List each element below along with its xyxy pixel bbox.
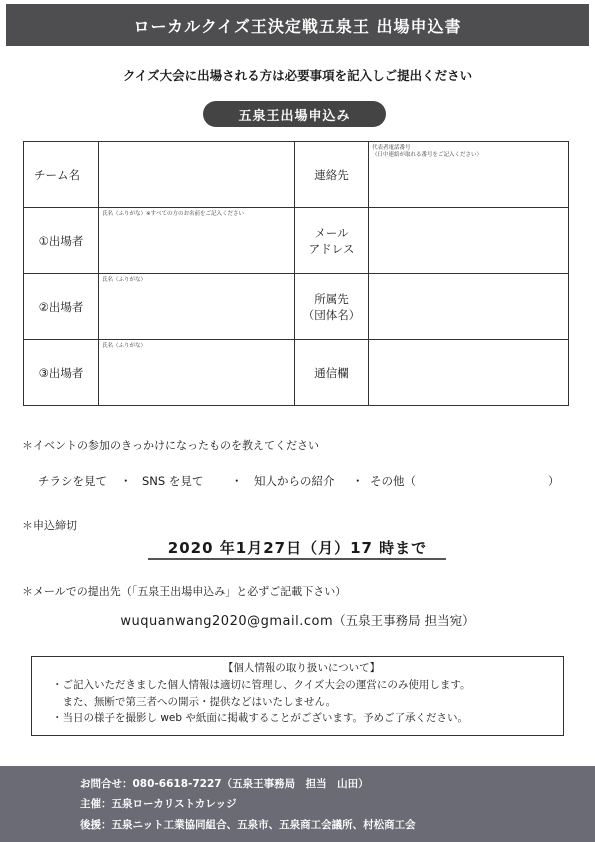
- privacy-line: ・ご記入いただきました個人情報は適切に管理し、クイズ大会の運営にのみ使用します。: [52, 678, 471, 691]
- table-row: [24, 208, 569, 274]
- choice-sns[interactable]: SNS を見て: [142, 474, 204, 488]
- page-title-banner: [6, 4, 589, 46]
- message-field[interactable]: [369, 340, 569, 406]
- email-submission-title: ＊メールでの提出先（「五泉王出場申込み」と必ずご記載下さい）: [22, 585, 347, 598]
- privacy-title: 【個人情報の取り扱いについて】: [222, 662, 381, 674]
- deadline-value: 2020 年1月27日（月）17 時まで: [167, 539, 428, 557]
- participant-3-label: ③出場者: [24, 340, 99, 406]
- trigger-question-title: ＊イベントの参加のきっかけになったものを教えてください: [22, 439, 319, 452]
- participant-1-label: ①出場者: [24, 208, 99, 274]
- team-name-label: チーム名: [24, 142, 99, 208]
- participant-2-label: ②出場者: [24, 274, 99, 340]
- submission-email-link[interactable]: wuquanwang2020@gmail.com: [120, 614, 334, 629]
- participant-2-field[interactable]: [99, 274, 295, 340]
- privacy-line: ・当日の様子を撮影し web や紙面に掲載することがございます。予めご了承ください。: [52, 712, 469, 725]
- instruction-text: クイズ大会に出場される方は必要事項を記入しご提出ください: [122, 68, 473, 83]
- participant-2-note: 氏名（ふりがな）: [102, 277, 147, 283]
- footer-info: [0, 766, 595, 842]
- email-field[interactable]: [369, 208, 569, 274]
- choice-acquaintance[interactable]: 知人からの紹介: [254, 474, 335, 488]
- footer-contact: お問合せ：080-6618-7227（五泉王事務局 担当 山田）: [80, 778, 369, 790]
- choice-separator: ・: [120, 474, 132, 488]
- form-title: 五泉王出場申込み: [238, 108, 351, 124]
- table-row: [24, 340, 569, 406]
- email-submission-line: [0, 611, 595, 629]
- message-label: 通信欄: [295, 340, 369, 406]
- contact-field[interactable]: [369, 142, 569, 208]
- footer-organizer: 主催：五泉ローカリストカレッジ: [80, 798, 237, 811]
- table-row: [24, 274, 569, 340]
- deadline-underline: [148, 558, 446, 560]
- contact-label: 連絡先: [295, 142, 369, 208]
- choice-separator: ・: [231, 474, 243, 488]
- participant-3-note: 氏名（ふりがな）: [102, 343, 147, 349]
- deadline-title: ＊申込締切: [22, 519, 77, 532]
- organization-label: 所属先 （団体名）: [295, 274, 369, 340]
- application-form-table: [23, 141, 569, 406]
- team-name-field[interactable]: [99, 142, 295, 208]
- privacy-notice-box: [31, 656, 564, 736]
- participant-3-field[interactable]: [99, 340, 295, 406]
- page-title: ローカルクイズ王決定戦五泉王 出場申込書: [133, 16, 462, 36]
- participant-1-note: 氏名（ふりがな）※すべての方のお名前をご記入ください: [102, 211, 245, 217]
- table-row: [24, 142, 569, 208]
- privacy-line: また、無断で第三者への開示・提供などはいたしません。: [52, 695, 337, 708]
- choice-flyer[interactable]: チラシを見て: [38, 474, 107, 488]
- footer-sponsors: 後援：五泉ニット工業協同組合、五泉市、五泉商工会議所、村松商工会: [80, 818, 416, 831]
- contact-note: 代表者電話番号 （日中連絡が取れる番号をご記入ください）: [372, 145, 483, 158]
- organization-field[interactable]: [369, 274, 569, 340]
- email-label: メール アドレス: [295, 208, 369, 274]
- choice-separator: ・: [352, 474, 364, 488]
- form-title-pill: [203, 101, 386, 127]
- email-recipient-note: （五泉王事務局 担当宛）: [333, 613, 475, 628]
- choice-other[interactable]: その他（: [370, 474, 416, 488]
- choice-other-close: ）: [548, 474, 560, 488]
- participant-1-field[interactable]: [99, 208, 295, 274]
